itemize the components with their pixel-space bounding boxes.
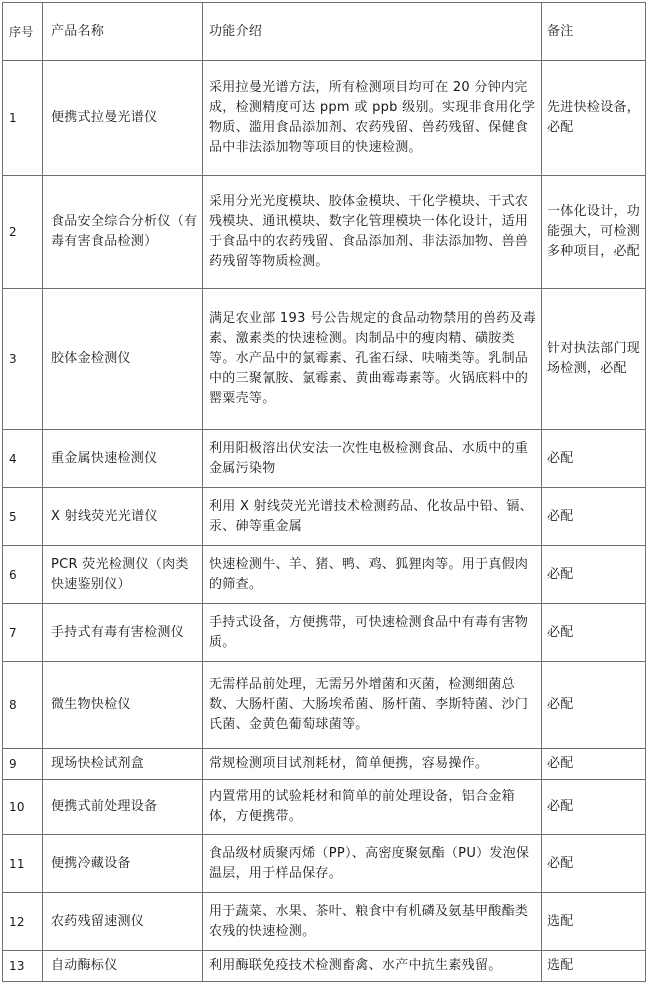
row-desc: 快速检测牛、羊、猪、鸭、鸡、狐狸肉等。用于真假肉的筛查。 <box>203 546 542 604</box>
row-no: 7 <box>3 604 43 662</box>
row-name: 现场快检试剂盒 <box>43 749 203 780</box>
table-row <box>3 780 646 835</box>
row-note: 选配 <box>542 951 646 982</box>
row-desc: 采用分光光度模块、胶体金模块、干化学模块、干式农残模块、通讯模块、数字化管理模块一体化设计，适用于食品中的农药残留、食品添加剂、非法添加物、兽兽药残留等物质检测。 <box>203 176 542 289</box>
row-name: PCR 荧光检测仪（肉类快速鉴别仪） <box>43 546 203 604</box>
row-no: 1 <box>3 61 43 176</box>
row-no: 2 <box>3 176 43 289</box>
header-row <box>3 3 646 61</box>
row-note: 必配 <box>542 488 646 546</box>
header-note: 备注 <box>542 3 646 61</box>
row-desc: 常规检测项目试剂耗材，简单便携，容易操作。 <box>203 749 542 780</box>
row-note: 必配 <box>542 662 646 749</box>
row-name: 胶体金检测仪 <box>43 289 203 430</box>
row-desc: 满足农业部 193 号公告规定的食品动物禁用的兽药及毒素、激素类的快速检测。肉制品中的瘦肉精、磺胺类等。水产品中的氯霉素、孔雀石绿、呋喃类等。乳制品中的三聚氰胺、氯霉素、黄曲霉毒素等。火锅底料中的罂粟壳等。 <box>203 289 542 430</box>
row-no: 9 <box>3 749 43 780</box>
row-desc: 利用阳极溶出伏安法一次性电极检测食品、水质中的重金属污染物 <box>203 430 542 488</box>
row-no: 11 <box>3 835 43 893</box>
row-note: 必配 <box>542 430 646 488</box>
table-row <box>3 430 646 488</box>
table-row <box>3 749 646 780</box>
row-name: 微生物快检仪 <box>43 662 203 749</box>
row-no: 10 <box>3 780 43 835</box>
table-row <box>3 488 646 546</box>
product-table <box>2 2 646 982</box>
row-name: 农药残留速测仪 <box>43 893 203 951</box>
row-name: 便携冷藏设备 <box>43 835 203 893</box>
row-note: 先进快检设备，必配 <box>542 61 646 176</box>
header-desc: 功能介绍 <box>203 3 542 61</box>
row-desc: 利用酶联免疫技术检测畜禽、水产中抗生素残留。 <box>203 951 542 982</box>
table-row <box>3 951 646 982</box>
row-no: 12 <box>3 893 43 951</box>
table-row <box>3 893 646 951</box>
row-no: 4 <box>3 430 43 488</box>
row-note: 必配 <box>542 780 646 835</box>
row-name: 重金属快速检测仪 <box>43 430 203 488</box>
row-name: X 射线荧光光谱仪 <box>43 488 203 546</box>
table-row <box>3 662 646 749</box>
row-desc: 食品级材质聚丙烯（PP）、高密度聚氨酯（PU）发泡保温层，用于样品保存。 <box>203 835 542 893</box>
row-no: 8 <box>3 662 43 749</box>
row-name: 便携式前处理设备 <box>43 780 203 835</box>
table-row <box>3 289 646 430</box>
header-name: 产品名称 <box>43 3 203 61</box>
table-row <box>3 604 646 662</box>
table-row <box>3 176 646 289</box>
row-name: 手持式有毒有害检测仪 <box>43 604 203 662</box>
row-name: 食品安全综合分析仪（有毒有害食品检测） <box>43 176 203 289</box>
row-no: 6 <box>3 546 43 604</box>
row-desc: 利用 X 射线荧光光谱技术检测药品、化妆品中铅、镉、汞、砷等重金属 <box>203 488 542 546</box>
row-note: 必配 <box>542 546 646 604</box>
row-note: 必配 <box>542 835 646 893</box>
table-row <box>3 835 646 893</box>
row-note: 针对执法部门现场检测，必配 <box>542 289 646 430</box>
row-no: 5 <box>3 488 43 546</box>
row-desc: 用于蔬菜、水果、茶叶、粮食中有机磷及氨基甲酸酯类农残的快速检测。 <box>203 893 542 951</box>
row-name: 自动酶标仪 <box>43 951 203 982</box>
row-no: 3 <box>3 289 43 430</box>
row-note: 一体化设计，功能强大，可检测多种项目，必配 <box>542 176 646 289</box>
row-note: 必配 <box>542 604 646 662</box>
header-no: 序号 <box>3 3 43 61</box>
row-note: 选配 <box>542 893 646 951</box>
row-desc: 采用拉曼光谱方法，所有检测项目均可在 20 分钟内完成，检测精度可达 ppm 或 ppb 级别。实现非食用化学物质、滥用食品添加剂、农药残留、兽药残留、保健食品中非法添加物等项目的快速检测。 <box>203 61 542 176</box>
row-no: 13 <box>3 951 43 982</box>
row-note: 必配 <box>542 749 646 780</box>
row-desc: 手持式设备，方便携带，可快速检测食品中有毒有害物质。 <box>203 604 542 662</box>
row-desc: 无需样品前处理，无需另外增菌和灭菌，检测细菌总数、大肠杆菌、大肠埃希菌、肠杆菌、李斯特菌、沙门氏菌、金黄色葡萄球菌等。 <box>203 662 542 749</box>
row-name: 便携式拉曼光谱仪 <box>43 61 203 176</box>
table-row <box>3 61 646 176</box>
row-desc: 内置常用的试验耗材和简单的前处理设备，铝合金箱体，方便携带。 <box>203 780 542 835</box>
table-row <box>3 546 646 604</box>
